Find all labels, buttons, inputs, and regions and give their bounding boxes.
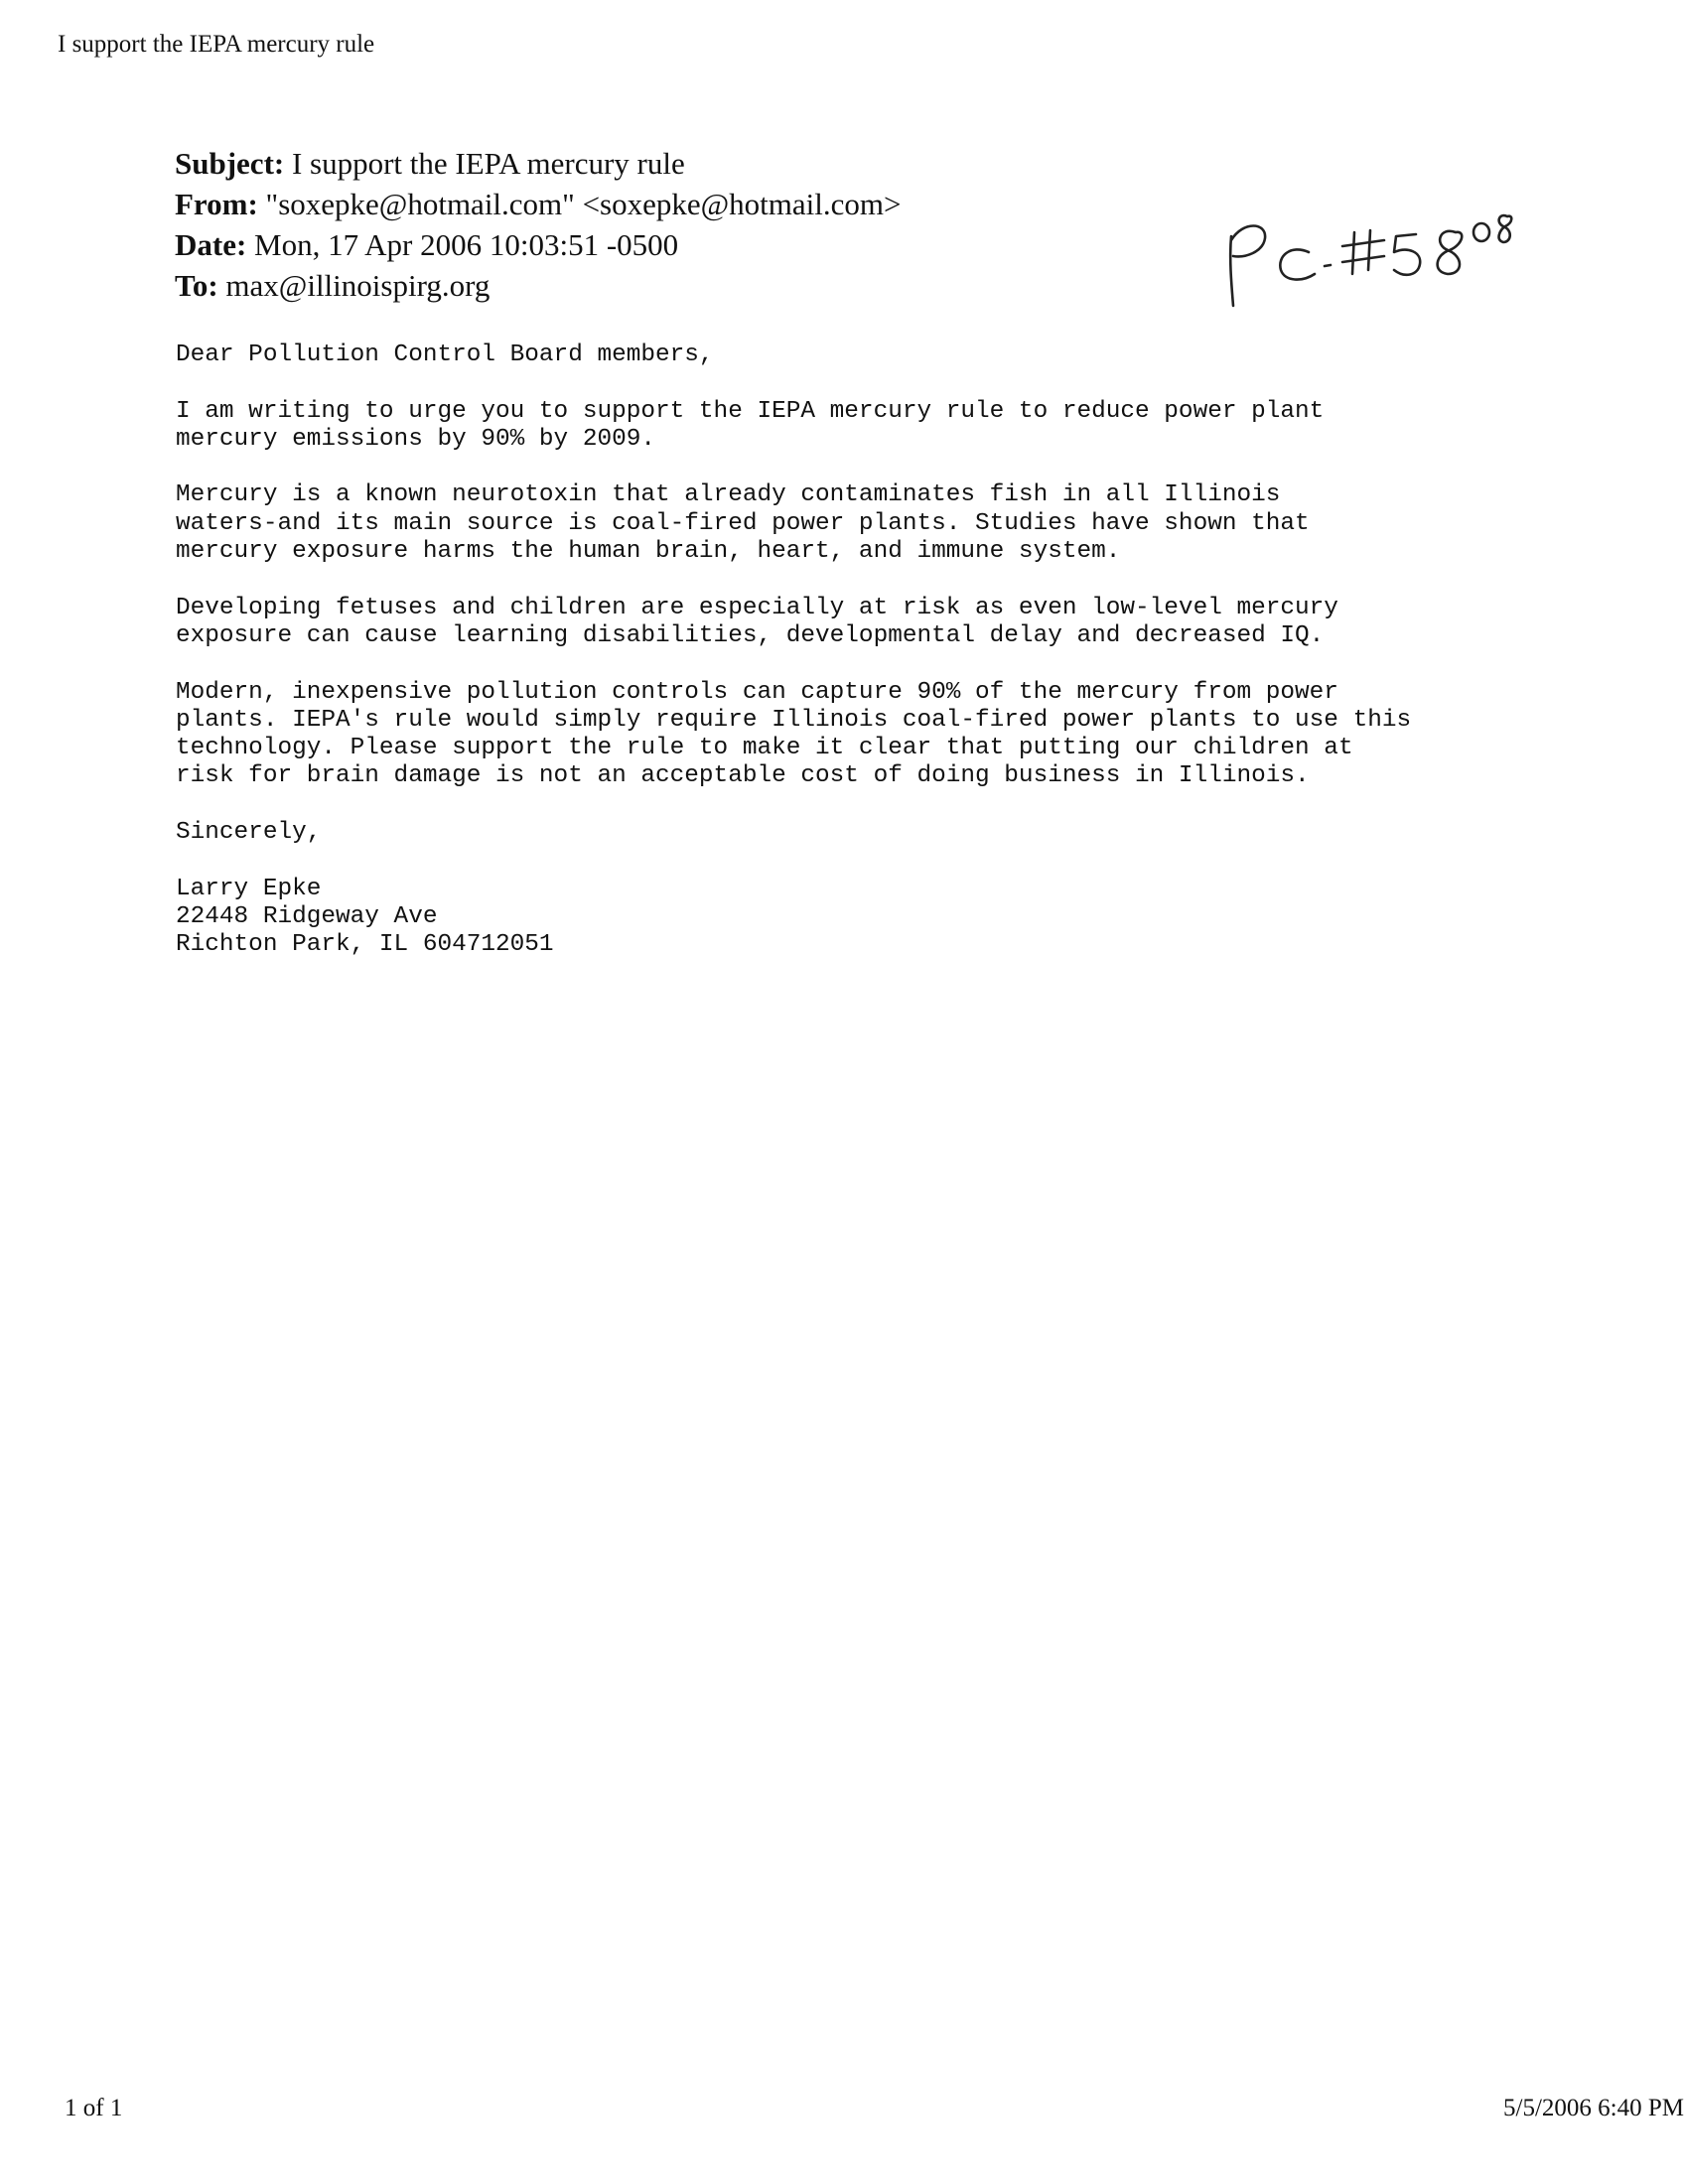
- subject-line: [175, 143, 902, 184]
- from-line: [175, 184, 902, 224]
- print-timestamp: 5/5/2006 6:40 PM: [1503, 2095, 1684, 2121]
- to-label: To:: [175, 268, 218, 303]
- body-paragraph: I am writing to urge you to support the IEPA mercury rule to reduce power plant mercury emissions by 90% by 2009.: [176, 397, 1325, 453]
- date-line: [175, 224, 902, 265]
- signature-street: 22448 Ridgeway Ave: [176, 902, 438, 930]
- body-paragraph: Modern, inexpensive pollution controls can capture 90% of the mercury from power plants. IEPA's rule would simply require Illinois coal-fired power plants to use this technology. Please support the rule to make it clear that putting our children at risk for brain damage is not an acceptable cost of doing business in Illinois.: [176, 678, 1412, 790]
- email-headers: [175, 143, 902, 306]
- page-number: 1 of 1: [65, 2095, 123, 2121]
- date-label: Date:: [175, 227, 247, 262]
- page-header-title: I support the IEPA mercury rule: [58, 31, 375, 58]
- closing: Sincerely,: [176, 819, 322, 847]
- signature-block: [176, 876, 1625, 960]
- subject-label: Subject:: [175, 146, 285, 181]
- signature-city: Richton Park, IL 604712051: [176, 931, 554, 959]
- date-value: Mon, 17 Apr 2006 10:03:51 -0500: [254, 227, 679, 262]
- to-value: max@illinoispirg.org: [225, 268, 491, 303]
- to-line: [175, 265, 902, 306]
- subject-value: I support the IEPA mercury rule: [291, 146, 685, 181]
- signature-name: Larry Epke: [176, 875, 322, 902]
- body-paragraph: Developing fetuses and children are especially at risk as even low-level mercury exposure can cause learning disabilities, developmental delay and decreased IQ.: [176, 594, 1338, 649]
- body-paragraph: Mercury is a known neurotoxin that already contaminates fish in all Illinois waters-and its main source is coal-fired power plants. Studies have shown that mercury exposure harms the human brain, heart, and immune system.: [176, 481, 1310, 566]
- greeting: Dear Pollution Control Board members,: [176, 341, 714, 368]
- handwritten-pc-number-stamp: [1221, 210, 1519, 320]
- email-body: [176, 341, 1625, 960]
- from-value: "soxepke@hotmail.com" <soxepke@hotmail.com>: [265, 187, 902, 221]
- from-label: From:: [175, 187, 258, 221]
